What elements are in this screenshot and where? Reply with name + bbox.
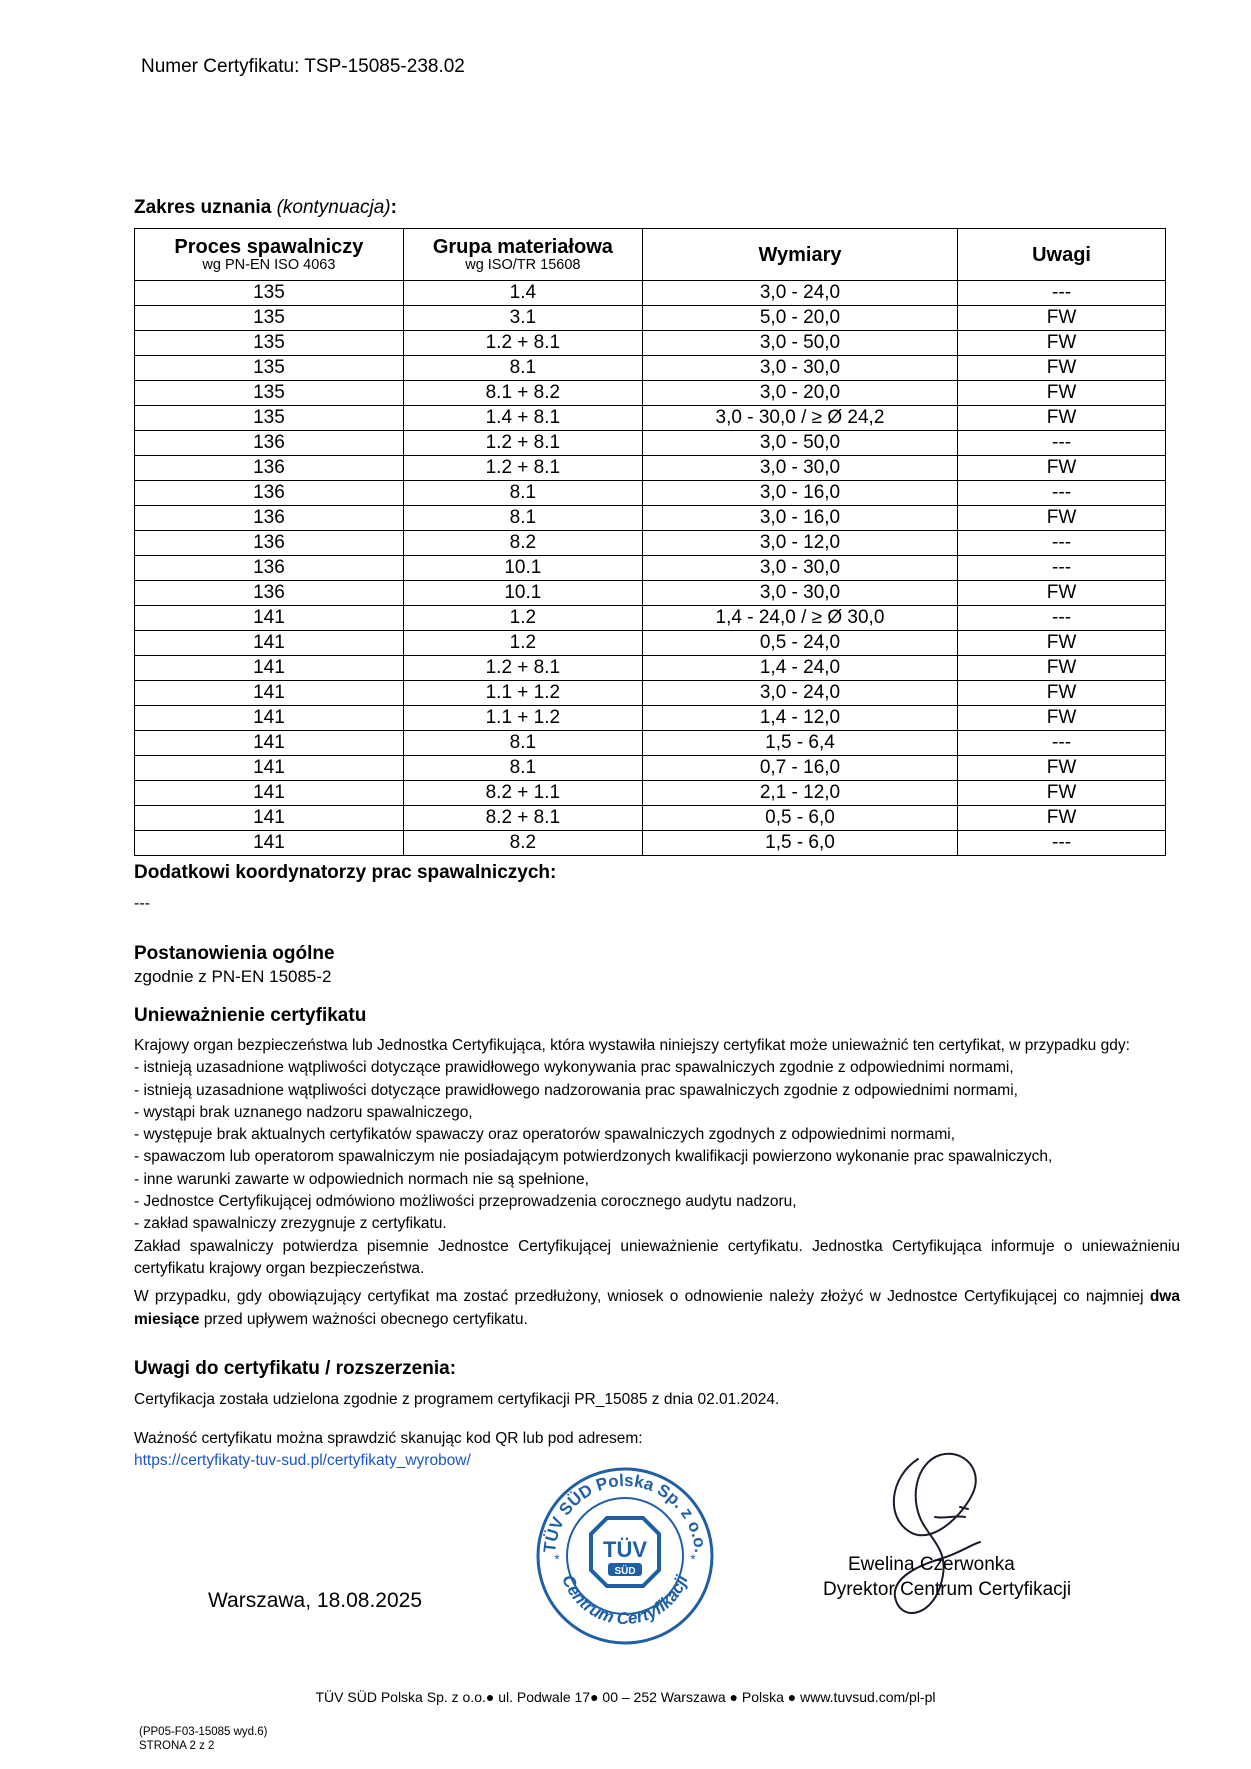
- cell-remarks: ---: [958, 606, 1166, 631]
- cell-remarks: FW: [958, 381, 1166, 406]
- cell-material: 8.2: [403, 831, 642, 856]
- signer-role: Dyrektor Centrum Certyfikacji: [823, 1579, 1072, 1600]
- cell-remarks: FW: [958, 631, 1166, 656]
- cell-material: 8.2 + 1.1: [403, 781, 642, 806]
- table-row: [135, 631, 1166, 656]
- cell-dimensions: 3,0 - 30,0: [642, 581, 957, 606]
- cell-remarks: FW: [958, 781, 1166, 806]
- invalidation-item: - inne warunki zawarte w odpowiednich normach nie są spełnione,: [134, 1170, 589, 1188]
- renewal-emphasis: dwa miesiące: [134, 1288, 1180, 1328]
- coordinators-title: Dodatkowi koordynatorzy prac spawalniczych:: [134, 862, 557, 883]
- invalidation-body: [134, 1035, 1180, 1331]
- scope-table-header: [135, 229, 1166, 281]
- certificate-number: Numer Certyfikatu: TSP-15085-238.02: [141, 56, 465, 77]
- cell-process: 136: [135, 581, 404, 606]
- cell-material: 1.2 + 8.1: [403, 431, 642, 456]
- cell-process: 141: [135, 606, 404, 631]
- notes-text: Certyfikacja została udzielona zgodnie z programem certyfikacji PR_15085 z dnia 02.01.2024.: [134, 1391, 780, 1408]
- cell-material: 1.2 + 8.1: [403, 456, 642, 481]
- cell-remarks: FW: [958, 506, 1166, 531]
- cell-remarks: FW: [958, 456, 1166, 481]
- svg-text:*: *: [554, 1551, 560, 1567]
- table-row: [135, 506, 1166, 531]
- tuv-logo-top: TÜV: [603, 1537, 647, 1562]
- cell-material: 8.1 + 8.2: [403, 381, 642, 406]
- coordinators-value: ---: [134, 895, 150, 912]
- scope-title-italic: (kontynuacja): [276, 197, 391, 218]
- company-stamp: [535, 1466, 715, 1646]
- validity-text: Ważność certyfikatu można sprawdzić skanując kod QR lub pod adresem:: [134, 1430, 643, 1447]
- table-row: [135, 806, 1166, 831]
- cell-remarks: ---: [958, 431, 1166, 456]
- table-row: [135, 356, 1166, 381]
- table-row: [135, 556, 1166, 581]
- table-row: [135, 531, 1166, 556]
- svg-text:Centrum Certyfikacji: [558, 1572, 692, 1628]
- cell-dimensions: 2,1 - 12,0: [642, 781, 957, 806]
- invalidation-item: - istnieją uzasadnione wątpliwości dotyczące prawidłowego wykonywania prac spawalniczych zgodnie z odpowiednimi normami,: [134, 1059, 1014, 1077]
- cell-remarks: ---: [958, 556, 1166, 581]
- cell-process: 135: [135, 281, 404, 306]
- invalidation-item: - występuje brak aktualnych certyfikatów spawaczy oraz operatorów spawalniczych zgodnych z odpowiednimi normami,: [134, 1126, 956, 1144]
- cell-material: 10.1: [403, 556, 642, 581]
- cell-remarks: FW: [958, 806, 1166, 831]
- cell-dimensions: 3,0 - 30,0 / ≥ Ø 24,2: [642, 406, 957, 431]
- cell-process: 135: [135, 306, 404, 331]
- cell-remarks: ---: [958, 731, 1166, 756]
- cell-remarks: FW: [958, 356, 1166, 381]
- cell-dimensions: 3,0 - 24,0: [642, 281, 957, 306]
- invalidation-intro: Krajowy organ bezpieczeństwa lub Jednostka Certyfikująca, która wystawiła niniejszy certyfikat może unieważnić ten certyfikat, w przypadku gdy:: [134, 1037, 1130, 1054]
- table-row: [135, 581, 1166, 606]
- cell-dimensions: 3,0 - 12,0: [642, 531, 957, 556]
- cell-process: 136: [135, 506, 404, 531]
- cell-dimensions: 3,0 - 20,0: [642, 381, 957, 406]
- cell-dimensions: 3,0 - 50,0: [642, 431, 957, 456]
- cell-material: 1.2 + 8.1: [403, 331, 642, 356]
- form-code-number: (PP05-F03-15085 wyd.6): [139, 1726, 268, 1738]
- scope-table: [134, 228, 1166, 856]
- cell-remarks: FW: [958, 306, 1166, 331]
- validity-link[interactable]: https://certyfikaty-tuv-sud.pl/certyfikaty_wyrobow/: [134, 1452, 471, 1469]
- cell-material: 8.1: [403, 506, 642, 531]
- cell-material: 10.1: [403, 581, 642, 606]
- place-date: Warszawa, 18.08.2025: [208, 1589, 423, 1612]
- cell-material: 1.1 + 1.2: [403, 681, 642, 706]
- scope-title-suffix: :: [390, 197, 397, 218]
- cell-dimensions: 3,0 - 16,0: [642, 481, 957, 506]
- table-row: [135, 706, 1166, 731]
- invalidation-item: - zakład spawalniczy zrezygnuje z certyfikatu.: [134, 1215, 447, 1233]
- cell-process: 136: [135, 481, 404, 506]
- invalidation-item: - Jednostce Certyfikującej odmówiono możliwości przeprowadzenia corocznego audytu nadzoru,: [134, 1193, 797, 1211]
- cell-process: 135: [135, 331, 404, 356]
- cell-dimensions: 3,0 - 30,0: [642, 356, 957, 381]
- invalidation-title: Unieważnienie certyfikatu: [134, 1005, 367, 1026]
- cell-process: 136: [135, 456, 404, 481]
- cell-material: 8.1: [403, 481, 642, 506]
- cell-process: 135: [135, 406, 404, 431]
- cell-remarks: ---: [958, 831, 1166, 856]
- cell-material: 8.1: [403, 756, 642, 781]
- col-header-remarks: Uwagi: [958, 229, 1166, 281]
- cell-remarks: ---: [958, 281, 1166, 306]
- cell-dimensions: 3,0 - 50,0: [642, 331, 957, 356]
- cell-process: 141: [135, 781, 404, 806]
- cell-remarks: FW: [958, 706, 1166, 731]
- cell-process: 135: [135, 381, 404, 406]
- scope-title: [134, 197, 397, 219]
- cell-material: 8.2 + 8.1: [403, 806, 642, 831]
- col-header-process: Proces spawalniczy wg PN-EN ISO 4063: [135, 229, 404, 281]
- cell-material: 1.1 + 1.2: [403, 706, 642, 731]
- cell-material: 1.2 + 8.1: [403, 656, 642, 681]
- cell-dimensions: 0,7 - 16,0: [642, 756, 957, 781]
- form-code: [139, 1725, 267, 1753]
- col-header-material: Grupa materiałowa wg ISO/TR 15608: [403, 229, 642, 281]
- cell-dimensions: 1,4 - 12,0: [642, 706, 957, 731]
- cell-remarks: FW: [958, 581, 1166, 606]
- cell-material: 8.1: [403, 731, 642, 756]
- cell-dimensions: 3,0 - 24,0: [642, 681, 957, 706]
- cell-dimensions: 1,5 - 6,0: [642, 831, 957, 856]
- cell-process: 141: [135, 731, 404, 756]
- invalidation-item: - istnieją uzasadnione wątpliwości dotyczące prawidłowego nadzorowania prac spawalniczych zgodnie z odpowiednimi normami,: [134, 1081, 1018, 1099]
- cell-process: 141: [135, 706, 404, 731]
- table-row: [135, 381, 1166, 406]
- table-row: [135, 731, 1166, 756]
- provisions-text: zgodnie z PN-EN 15085-2: [134, 967, 332, 986]
- table-row: [135, 281, 1166, 306]
- cell-material: 8.1: [403, 356, 642, 381]
- table-row: [135, 306, 1166, 331]
- invalidation-item: - spawaczom lub operatorom spawalniczym nie posiadającym potwierdzonych kwalifikacji powierzono wykonanie prac spawalniczych,: [134, 1148, 1053, 1166]
- provisions-title: Postanowienia ogólne: [134, 943, 335, 964]
- table-row: [135, 331, 1166, 356]
- invalidation-item: - wystąpi brak uznanego nadzoru spawalniczego,: [134, 1103, 473, 1121]
- footer-address: TÜV SÜD Polska Sp. z o.o.● ul. Podwale 17● 00 – 252 Warszawa ● Polska ● www.tuvsud.com/pl-pl: [315, 1689, 936, 1705]
- cell-material: 8.2: [403, 531, 642, 556]
- cell-material: 1.2: [403, 631, 642, 656]
- stamp-outer-text: TÜV SÜD Polska Sp. z o.o.: [539, 1470, 710, 1554]
- cell-material: 1.4: [403, 281, 642, 306]
- cell-remarks: FW: [958, 656, 1166, 681]
- table-row: [135, 656, 1166, 681]
- cell-remarks: ---: [958, 531, 1166, 556]
- table-row: [135, 831, 1166, 856]
- cell-dimensions: 0,5 - 6,0: [642, 806, 957, 831]
- tuv-logo-bottom: SÜD: [614, 1566, 636, 1577]
- renewal-text: W przypadku, gdy obowiązujący certyfikat ma zostać przedłużony, wniosek o odnowienie należy złożyć w Jednostce Certyfikującej co najmniej dwa miesiące przed upływem ważności obecnego certyfikatu.: [134, 1288, 1180, 1328]
- table-row: [135, 681, 1166, 706]
- col-header-dimensions: Wymiary: [642, 229, 957, 281]
- cell-process: 141: [135, 831, 404, 856]
- cell-material: 1.4 + 8.1: [403, 406, 642, 431]
- cell-process: 136: [135, 531, 404, 556]
- table-row: [135, 756, 1166, 781]
- cell-process: 135: [135, 356, 404, 381]
- svg-text:*: *: [690, 1551, 696, 1567]
- scope-title-main: Zakres uznania: [134, 197, 272, 218]
- cell-dimensions: 3,0 - 30,0: [642, 456, 957, 481]
- cell-process: 136: [135, 556, 404, 581]
- table-row: [135, 481, 1166, 506]
- table-row: [135, 456, 1166, 481]
- invalidation-closing: Zakład spawalniczy potwierdza pisemnie Jednostce Certyfikującej unieważnienie certyfikatu. Jednostka Certyfikująca informuje o unieważnieniu certyfikatu krajowy organ bezpieczeństwa.: [134, 1237, 1180, 1277]
- cell-process: 141: [135, 756, 404, 781]
- table-row: [135, 606, 1166, 631]
- cell-remarks: FW: [958, 681, 1166, 706]
- cell-remarks: ---: [958, 481, 1166, 506]
- signature-icon: [880, 1447, 1020, 1637]
- signer-name: Ewelina Czerwonka: [848, 1554, 1015, 1575]
- table-row: [135, 431, 1166, 456]
- cell-material: 3.1: [403, 306, 642, 331]
- cell-dimensions: 0,5 - 24,0: [642, 631, 957, 656]
- stamp-inner-text: Centrum Certyfikacji: [558, 1572, 692, 1629]
- cell-dimensions: 3,0 - 16,0: [642, 506, 957, 531]
- notes-title: Uwagi do certyfikatu / rozszerzenia:: [134, 1358, 457, 1379]
- cell-process: 141: [135, 681, 404, 706]
- cell-process: 141: [135, 806, 404, 831]
- table-row: [135, 781, 1166, 806]
- cell-dimensions: 1,4 - 24,0: [642, 656, 957, 681]
- cell-remarks: FW: [958, 756, 1166, 781]
- cell-process: 141: [135, 631, 404, 656]
- page-number: STRONA 2 z 2: [139, 1740, 215, 1752]
- cell-dimensions: 1,4 - 24,0 / ≥ Ø 30,0: [642, 606, 957, 631]
- table-row: [135, 406, 1166, 431]
- cell-process: 141: [135, 656, 404, 681]
- cell-dimensions: 5,0 - 20,0: [642, 306, 957, 331]
- cell-remarks: FW: [958, 331, 1166, 356]
- cell-process: 136: [135, 431, 404, 456]
- cell-dimensions: 3,0 - 30,0: [642, 556, 957, 581]
- cell-dimensions: 1,5 - 6,4: [642, 731, 957, 756]
- cell-remarks: FW: [958, 406, 1166, 431]
- cell-material: 1.2: [403, 606, 642, 631]
